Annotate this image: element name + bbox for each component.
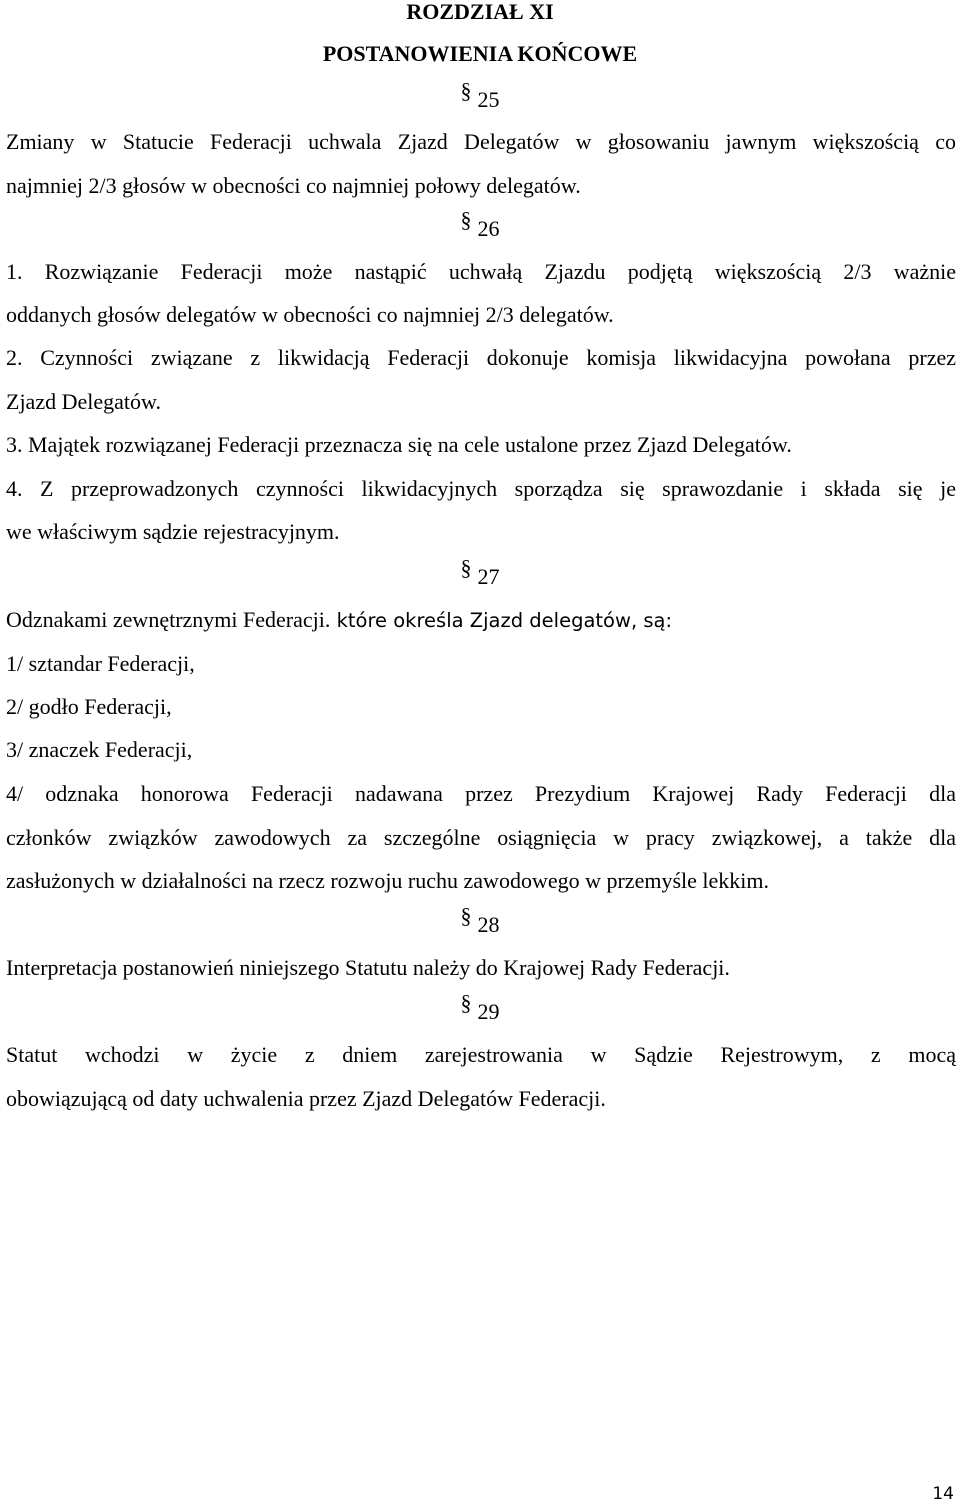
section-25-line-1: Zmiany w Statucie Federacji uchwala Zjazd Delegatów w głosowaniu jawnym większością co	[6, 129, 956, 154]
section-27-intro-part-b: które określa Zjazd delegatów, są:	[330, 609, 673, 632]
page-number: 14	[932, 1484, 954, 1504]
section-25-line-2: najmniej 2/3 głosów w obecności co najmniej połowy delegatów.	[6, 173, 581, 198]
section-27-item-1: 1/ sztandar Federacji,	[6, 651, 195, 676]
section-27-item-4-line-1: 4/ odznaka honorowa Federacji nadawana przez Prezydium Krajowej Rady Federacji dla	[6, 781, 956, 806]
section-sign: §	[460, 207, 472, 232]
section-27-intro	[6, 605, 956, 636]
section-number: 27	[477, 564, 500, 589]
section-27-heading	[0, 555, 960, 592]
section-26-point-2-line-2: Zjazd Delegatów.	[6, 389, 161, 414]
section-26-point-4-line-2: we właściwym sądzie rejestracyjnym.	[6, 519, 340, 544]
section-27-intro-part-a: Odznakami zewnętrznymi Federacji.	[6, 607, 331, 632]
section-sign: §	[460, 903, 472, 928]
section-29-line-1: Statut wchodzi w życie z dniem zarejestrowania w Sądzie Rejestrowym, z mocą	[6, 1042, 956, 1067]
section-number: 28	[477, 912, 500, 937]
section-26-point-4-line-1: 4. Z przeprowadzonych czynności likwidacyjnych sporządza się sprawozdanie i składa się je	[6, 476, 956, 501]
section-28-line-1: Interpretacja postanowień niniejszego Statutu należy do Krajowej Rady Federacji.	[6, 955, 730, 980]
section-26-point-3-line-1: 3. Majątek rozwiązanej Federacji przeznacza się na cele ustalone przez Zjazd Delegatów.	[6, 432, 792, 457]
section-sign: §	[460, 78, 472, 103]
chapter-subtitle: POSTANOWIENIA KOŃCOWE	[322, 41, 638, 66]
section-27-item-4-line-2: członków związków zawodowych za szczególne osiągnięcia w pracy związkowej, a także dla	[6, 825, 956, 850]
chapter-title: ROZDZIAŁ XI	[406, 0, 554, 24]
section-sign: §	[460, 555, 472, 580]
section-27-item-4-line-3: zasłużonych w działalności na rzecz rozwoju ruchu zawodowego w przemyśle lekkim.	[6, 868, 769, 893]
section-26-heading	[0, 207, 960, 244]
section-29-heading	[0, 990, 960, 1027]
section-28-heading	[0, 903, 960, 940]
section-number: 26	[477, 216, 500, 241]
section-26-point-1-line-1: 1. Rozwiązanie Federacji może nastąpić uchwałą Zjazdu podjętą większością 2/3 ważnie	[6, 259, 956, 284]
section-29-line-2: obowiązującą od daty uchwalenia przez Zjazd Delegatów Federacji.	[6, 1086, 606, 1111]
section-26-point-1-line-2: oddanych głosów delegatów w obecności co najmniej 2/3 delegatów.	[6, 302, 614, 327]
section-26-point-2-line-1: 2. Czynności związane z likwidacją Federacji dokonuje komisja likwidacyjna powołana przez	[6, 345, 956, 370]
section-27-item-2: 2/ godło Federacji,	[6, 694, 172, 719]
section-sign: §	[460, 990, 472, 1015]
section-27-item-3: 3/ znaczek Federacji,	[6, 737, 193, 762]
section-number: 29	[477, 999, 500, 1024]
section-number: 25	[477, 87, 500, 112]
section-25-heading	[0, 78, 960, 115]
